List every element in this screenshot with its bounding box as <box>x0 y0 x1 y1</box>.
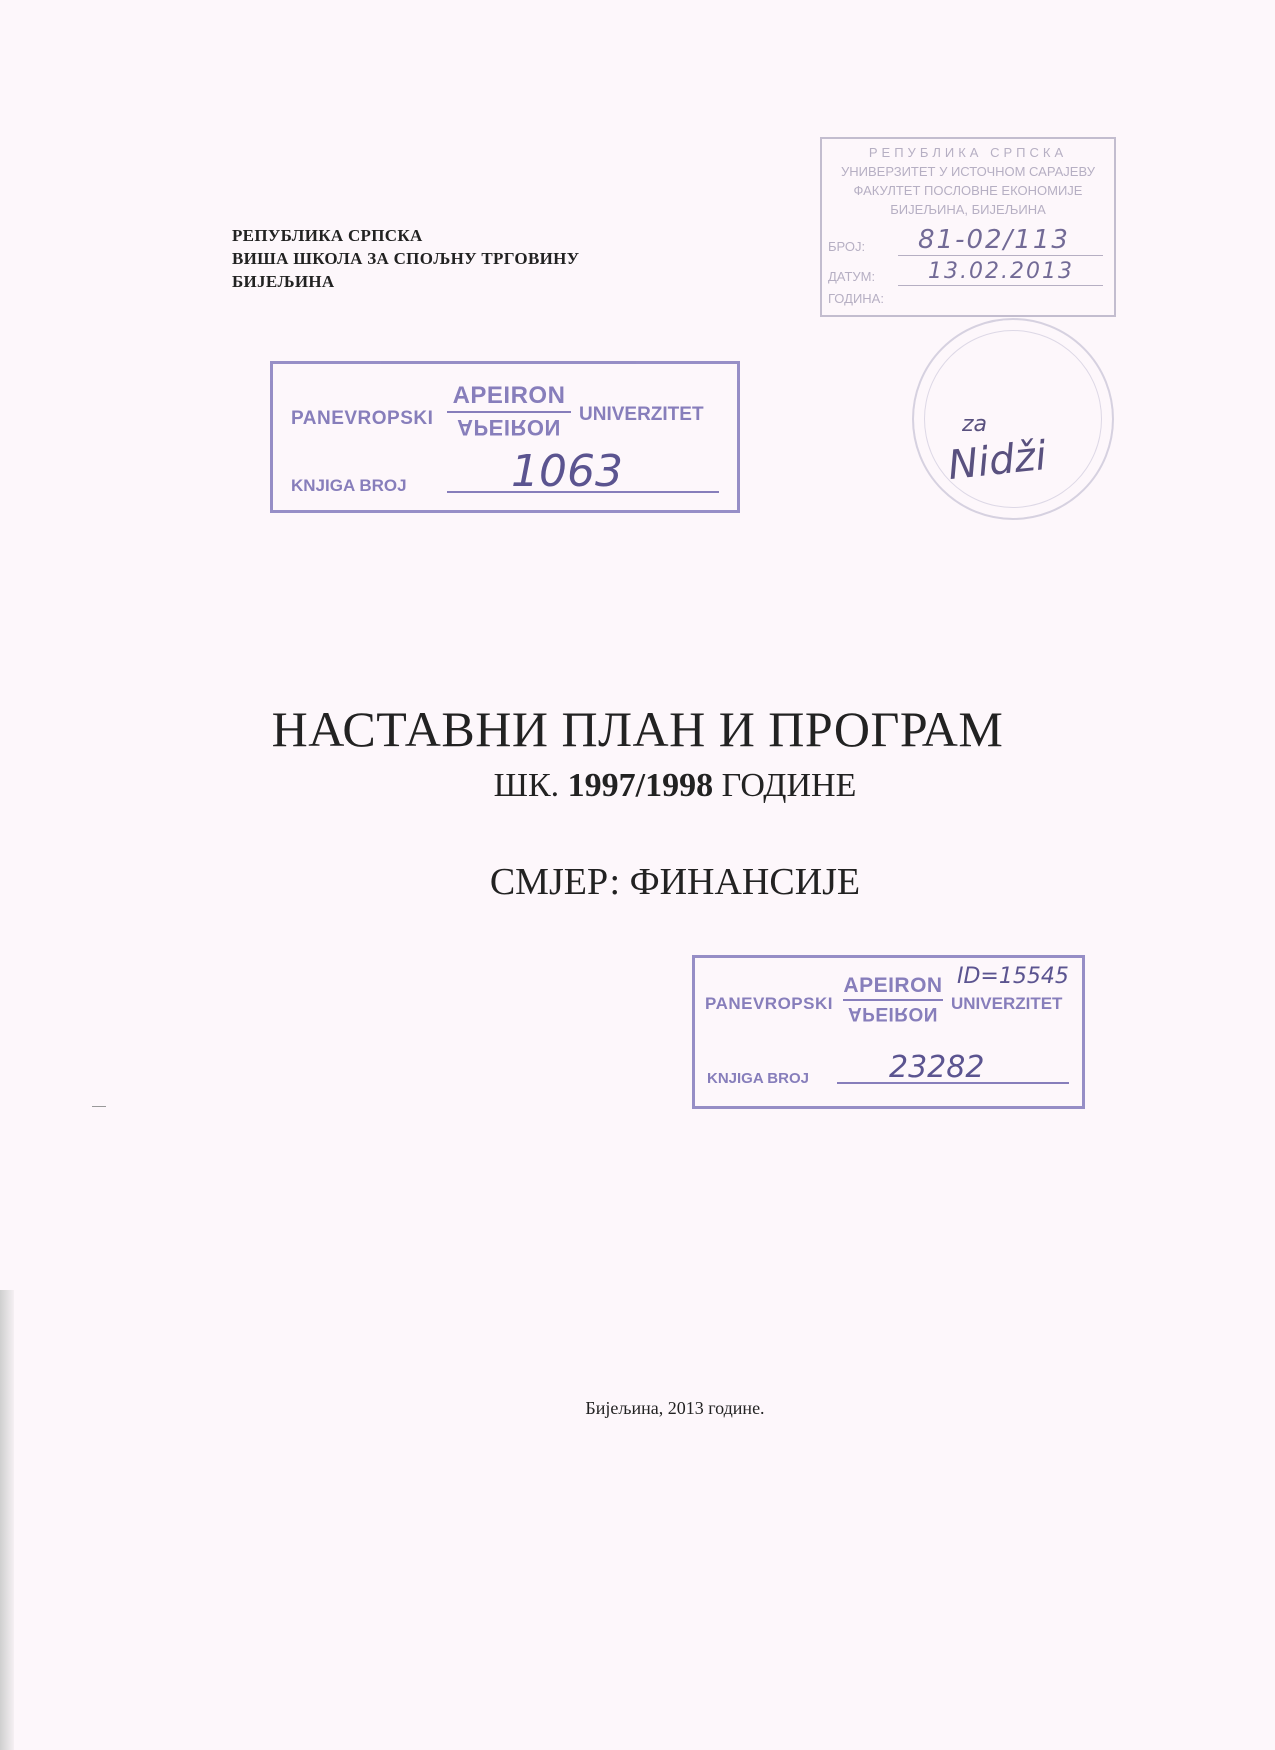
stamp1-apeiron-top: APEIRON <box>452 382 566 409</box>
stamp1-apeiron-divider <box>447 411 571 413</box>
round-seal <box>912 318 1114 520</box>
institution-header <box>232 224 579 293</box>
stamp1-knjiga-label: KNJIGA BROJ <box>291 476 407 495</box>
school-year <box>0 767 1275 805</box>
signature-prefix: za <box>962 412 988 437</box>
reg-stamp-godina-label: ГОДИНА: <box>828 291 884 306</box>
scan-edge-shadow <box>0 1290 14 1750</box>
reg-stamp-broj-line <box>898 255 1103 256</box>
reg-stamp-datum-label: ДАТУМ: <box>828 269 876 284</box>
reg-stamp-republic: РЕПУБЛИКА СРПСКА <box>868 145 1068 160</box>
stamp2-univerzitet: UNIVERZITET <box>951 994 1063 1013</box>
reg-stamp-datum-value: 13.02.2013 <box>928 259 1074 284</box>
stamp2-apeiron-logo <box>843 974 943 1024</box>
school-year-years: 1997/1998 <box>567 767 714 804</box>
school-year-suffix: ГОДИНЕ <box>721 767 857 804</box>
stamp2-apeiron-top: APEIRON <box>843 974 943 997</box>
header-school: ВИША ШКОЛА ЗА СПОЉНУ ТРГОВИНУ <box>232 249 580 268</box>
stamp1-apeiron-bottom: APEIRON <box>457 415 561 440</box>
reg-stamp-faculty: ФАКУЛТЕТ ПОСЛОВНЕ ЕКОНОМИЈЕ <box>853 183 1083 198</box>
study-direction: СМЈЕР: ФИНАНСИЈЕ <box>489 861 861 903</box>
page-title: НАСТАВНИ ПЛАН И ПРОГРАМ <box>271 701 1004 757</box>
stamp2-knjiga-number: 23282 <box>889 1050 985 1085</box>
stamp2-apeiron-bottom: APEIRON <box>847 1003 939 1024</box>
reg-stamp-datum-line <box>898 285 1103 286</box>
reg-stamp-university: УНИВЕРЗИТЕТ У ИСТОЧНОМ САРАЈЕВУ <box>841 164 1095 179</box>
reg-stamp-broj-row <box>828 225 1070 255</box>
reg-stamp-city: БИЈЕЉИНА, БИЈЕЉИНА <box>890 202 1046 217</box>
reg-stamp-broj-value: 81-02/113 <box>918 225 1070 255</box>
header-city: БИЈЕЉИНА <box>232 272 335 291</box>
stamp1-univerzitet: UNIVERZITET <box>579 404 704 425</box>
stamp2-apeiron-divider <box>843 999 943 1001</box>
reg-stamp-broj-label: БРОЈ: <box>828 239 866 254</box>
stamp2-knjiga-label: KNJIGA BROJ <box>707 1070 809 1087</box>
stamp2-id-note: ID=15545 <box>957 964 1069 989</box>
stamp1-apeiron-logo <box>447 382 571 440</box>
place-and-year: Бијељина, 2013 године. <box>585 1398 765 1418</box>
library-stamp-1 <box>270 361 740 513</box>
registration-stamp <box>820 137 1116 317</box>
library-stamp-2 <box>692 955 1085 1109</box>
header-republic: РЕПУБЛИКА СРПСКА <box>232 226 423 245</box>
stamp1-knjiga-number: 1063 <box>511 446 623 497</box>
reg-stamp-godina-row <box>828 291 884 306</box>
school-year-prefix: ШК. <box>493 767 560 804</box>
margin-mark <box>92 1106 106 1107</box>
stamp1-panevropski: PANEVROPSKI <box>291 408 434 429</box>
reg-stamp-datum-row <box>828 259 1074 284</box>
signature: Nidži <box>945 432 1049 490</box>
stamp2-panevropski: PANEVROPSKI <box>705 994 833 1013</box>
